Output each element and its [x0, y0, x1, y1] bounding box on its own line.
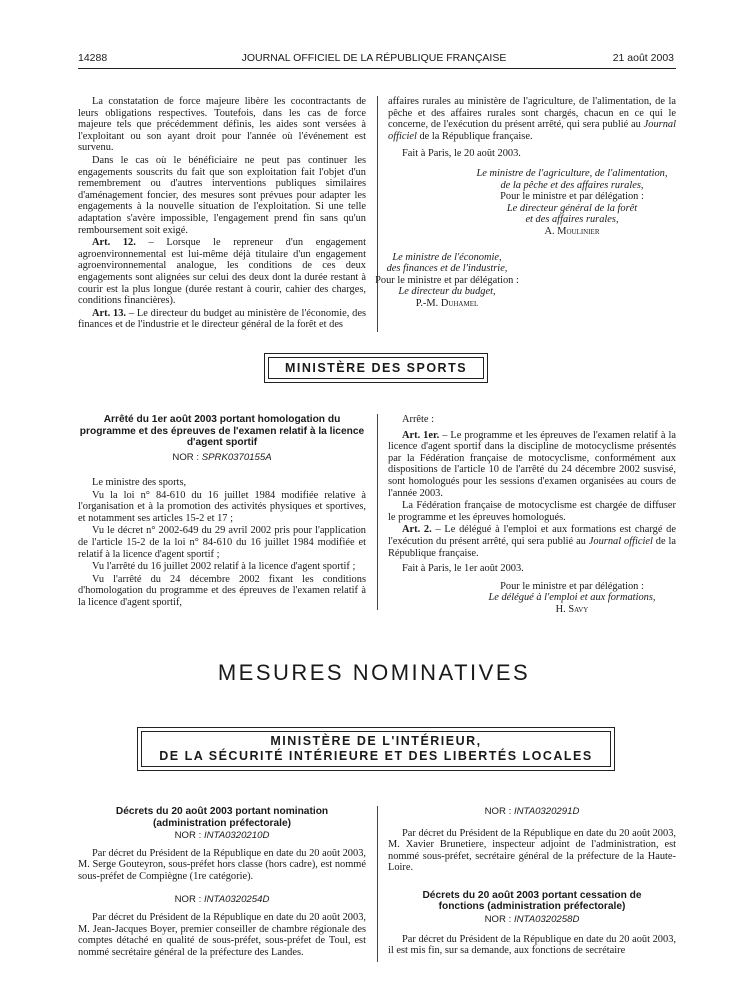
- top-right-column: [375, 96, 676, 310]
- decret-brunetiere: Par décret du Président de la République en date du 20 août 2003, M. Xavier Brunetiere, inspecteur adjoint de l'administration, est nommé sous-préfet, secrétaire général de la préfecture de la Haute-Loire.: [388, 827, 676, 874]
- vu-arrete-16-juillet: Vu l'arrêté du 16 juillet 2002 relatif à la licence d'agent sportif ;: [92, 561, 356, 573]
- vu-decret-2002-649: Vu le décret n° 2002-649 du 29 avril 2002 pris pour l'application de l'article 15-2 de la loi n° 84-610 du 16 juillet 1984 modifiée et relatif à la licence d'agent sportif ;: [78, 525, 366, 560]
- signature-sports: Pour le ministre et par délégation : Le délégué à l'emploi et aux formations, H. Savy: [468, 581, 676, 616]
- issue-date: 21 août 2003: [612, 52, 674, 64]
- signatory-moulinier: A. Moulinier: [544, 225, 600, 237]
- ministry-interieur-line1: MINISTÈRE DE L'INTÉRIEUR,: [270, 734, 482, 748]
- sports-decree-title: Arrêté du 1er août 2003 portant homologation du programme et des épreuves de l'examen relatif à la licence d'agent sportif: [79, 414, 365, 448]
- sports-nor-code: SPRK0370155A: [201, 451, 272, 463]
- force-majeure-paragraph: La constatation de force majeure libère les cocontractants de leurs obligations respectives. Toutefois, dans les cas de force majeure tels que précédemment définis, les aides sont versées à l'exploitant ou son ayant droit pour l'année où l'événement est survenu.: [78, 96, 366, 154]
- article-12-label: Art. 12.: [92, 237, 136, 249]
- ministry-interieur-line2: DE LA SÉCURITÉ INTÉRIEURE ET DES LIBERTÉS LOCALES: [159, 749, 593, 763]
- sports-nor: NOR : SPRK0370155A: [172, 451, 272, 463]
- nomination-decree-title: Décrets du 20 août 2003 portant nomination (administration préfectorale): [115, 806, 329, 829]
- signatory-savy: H. Savy: [555, 603, 589, 615]
- sports-article-1: Art. 1er. – Le programme et les épreuves de l'examen relatif à la licence d'agent sportif dans la discipline de motocyclisme présentés par la Fédération française de motocyclisme, conformément aux dispositions de l'article 10 de l'arrêté du 24 décembre 2002 susvisé, sont homologués pour les sessions d'examen organisées au cours de l'année 2003.: [388, 429, 676, 499]
- nor-intA0320210D: NOR : INTA0320210D: [174, 830, 270, 841]
- vu-arrete-24-decembre: Vu l'arrêté du 24 décembre 2002 fixant les conditions d'homologation du programme et des épreuves de l'examen relatif à la licence d'agent sportif,: [78, 573, 366, 609]
- signature-economie: Le ministre de l'économie, des finances et de l'industrie, Pour le ministre et par délégation : Le directeur du budget, P.-M. Duhamel: [338, 252, 556, 310]
- sports-right-column: [388, 414, 676, 616]
- decret-boyer: Par décret du Président de la République en date du 20 août 2003, M. Jean-Jacques Boyer, premier conseiller de chambre régionale des comptes détaché en qualité de sous-préfet, sous-préfet de Toul, est nommé secrétaire général de la préfecture des Landes.: [78, 911, 366, 958]
- arrete-heading: Arrête :: [402, 414, 435, 425]
- sports-article-2: Art. 2. – Le délégué à l'emploi et aux formations est chargé de l'exécution du présent arrêté, qui sera publié au Journal officiel de la République française.: [388, 524, 676, 559]
- ministry-interieur-box: [137, 727, 615, 771]
- article-12: [78, 237, 366, 307]
- nor-intA0320291D: NOR : INTA0320291D: [484, 806, 580, 817]
- ministre-des-sports: Le ministre des sports,: [92, 477, 187, 489]
- article-13-text: – Le directeur du budget au ministère de l'économie, des finances et de l'industrie et le directeur général de la forêt et des: [78, 307, 366, 331]
- nor-intA0320254D: NOR : INTA0320254D: [174, 894, 270, 906]
- fait-a-paris-top: Fait à Paris, le 20 août 2003.: [402, 148, 521, 160]
- ministry-sports-title: MINISTÈRE DES SPORTS: [284, 361, 468, 375]
- page-number: 14288: [78, 52, 108, 64]
- signature-agriculture: Le ministre de l'agriculture, de l'alimentation, de la pêche et des affaires rurales, Pour le ministre et par délégation : Le directeur général de la forêt et des affaires rurales, A. Moulinier: [468, 168, 676, 238]
- header-rule: [78, 68, 676, 69]
- article-13-continuation: affaires rurales au ministère de l'agriculture, de l'alimentation, de la pêche et des affaires rurales sont chargés, chacun en ce qui le concerne, de l'exécution du présent arrêté, qui sera publié au Journal officiel de la République française.: [388, 96, 676, 142]
- mesures-nominatives-title: MESURES NOMINATIVES: [217, 660, 531, 685]
- decret-gouteyron: Par décret du Président de la République en date du 20 août 2003, M. Serge Gouteyron, sous-préfet hors classe (hors cadre), est nommé sous-préfet de Compiègne (1re catégorie).: [78, 847, 366, 882]
- fait-a-paris-sports: Fait à Paris, le 1er août 2003.: [402, 563, 524, 575]
- column-divider-interieur: [377, 806, 378, 962]
- sports-left-column: [78, 414, 366, 610]
- decret-cessation: Par décret du Président de la République en date du 20 août 2003, il est mis fin, sur sa demande, aux fonctions de secrétaire: [388, 933, 676, 957]
- article-13-label: Art. 13.: [92, 307, 126, 319]
- ministry-sports-box: [264, 353, 488, 383]
- nor-intA0320258D: NOR : INTA0320258D: [484, 913, 580, 925]
- column-divider-sports: [377, 414, 378, 610]
- remembrement-paragraph: Dans le cas où le bénéficiaire ne peut pas continuer les engagements souscrits du fait que son exploitation fait l'objet d'un remembrement ou d'autres interventions publiques similaires d'aménagement foncier, des mesures sont prévues pour adapter les engagements à la nouvelle situation de l'exploitation. Si une telle adaptation s'avère impossible, l'engagement prend fin sans qu'un remboursement soit exigé.: [78, 154, 366, 236]
- article-13: [78, 308, 366, 331]
- interieur-left-column: [78, 806, 366, 959]
- sports-article-1-p2: La Fédération française de motocyclisme est chargée de diffuser le programme et les épreuves homologués.: [388, 500, 676, 523]
- cessation-decree-title: Décrets du 20 août 2003 portant cessation de fonctions (administration préfectorale): [422, 889, 642, 913]
- article-12-text: – Lorsque le repreneur d'un engagement agroenvironnemental est lui-même déjà titulaire d'un engagement agroenvironnemental analogue, les conditions de ces deux engagements sont alignées sur celui des deux dont la durée restant à courir est la plus longue (durée restant à courir, cahier des charges, conditions financières).: [78, 237, 366, 307]
- signatory-duhamel: P.-M. Duhamel: [415, 297, 479, 309]
- interieur-right-column: [388, 806, 676, 958]
- journal-title: JOURNAL OFFICIEL DE LA RÉPUBLIQUE FRANÇAISE: [241, 52, 507, 64]
- top-left-column: [78, 96, 366, 332]
- vu-loi-84-610: Vu la loi n° 84-610 du 16 juillet 1984 modifiée relative à l'organisation et à la promotion des activités physiques et sportives, et notamment ses articles 15-2 et 17 ;: [78, 489, 366, 524]
